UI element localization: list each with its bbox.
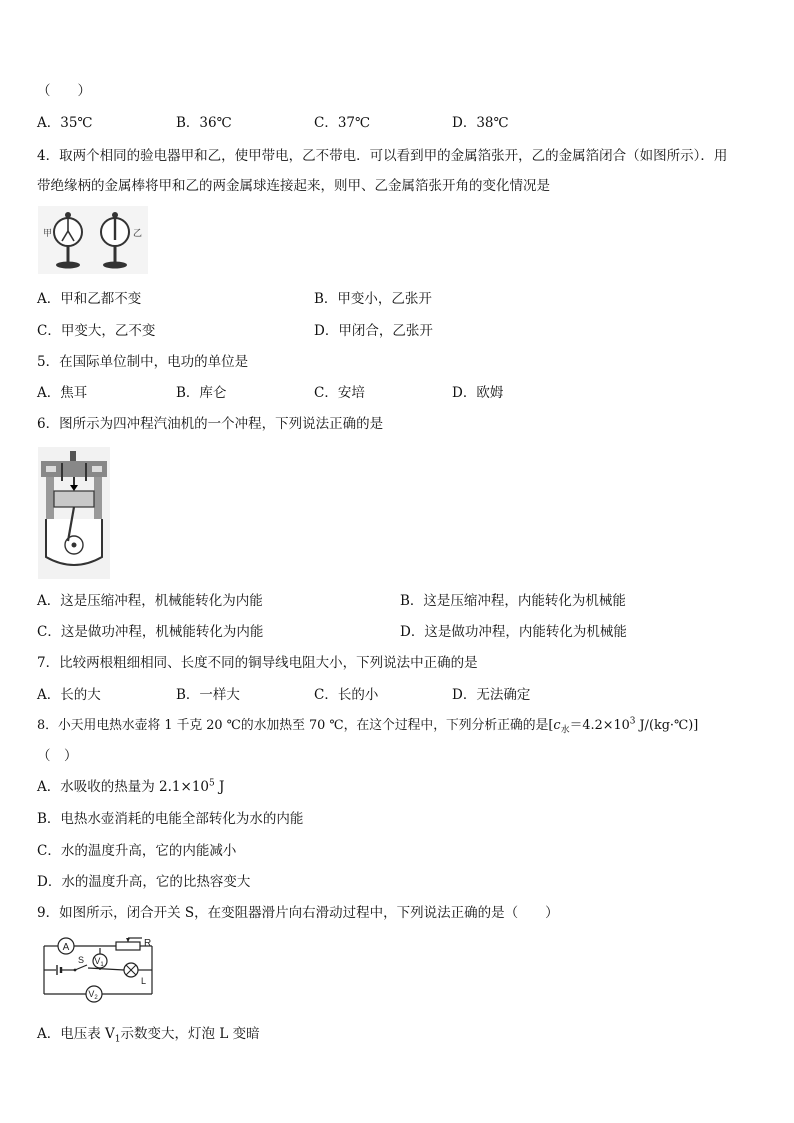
q8-option-a-text: A．水吸收的热量为 2.1×10: [37, 779, 209, 795]
q6-option-a: A．这是压缩冲程，机械能转化为内能: [37, 593, 263, 609]
q8-stem: [37, 717, 698, 735]
q8-c-exp: 3: [629, 716, 636, 727]
q5-option-d: D．欧姆: [452, 385, 504, 401]
q7-option-d: D．无法确定: [452, 687, 531, 703]
q8-option-a: [37, 778, 224, 796]
q9-option-a-text: A．电压表 V: [37, 1026, 115, 1042]
q4-option-a: A．甲和乙都不变: [37, 291, 142, 307]
circuit-label-v1: $V_1$: [94, 956, 104, 968]
q9-option-a: [37, 1025, 260, 1043]
q6-option-b: B．这是压缩冲程，内能转化为机械能: [400, 593, 626, 609]
q3-option-d: D．38℃: [452, 115, 509, 131]
q5-stem: 5．在国际单位制中，电功的单位是: [37, 354, 249, 370]
q4-option-b: B．甲变小，乙张开: [314, 291, 432, 307]
q4-option-c: C．甲变大，乙不变: [37, 323, 156, 339]
circuit-diagram: [38, 934, 162, 1004]
q4-stem-line1: 4．取两个相同的验电器甲和乙，使甲带电，乙不带电．可以看到甲的金属箔张开，乙的金属箔闭合（如图所示）．用: [37, 148, 728, 164]
electroscope-diagram: [38, 206, 148, 274]
engine-figure: [38, 447, 110, 579]
q8-option-d: D．水的温度升高，它的比热容变大: [37, 874, 251, 890]
q3-option-c: C．37℃: [314, 115, 371, 131]
circuit-label-rheostat: R: [144, 938, 152, 949]
q4-stem-line2: 带绝缘柄的金属棒将甲和乙的两金属球连接起来，则甲、乙金属箔张开角的变化情况是: [37, 178, 550, 194]
q3-option-a: A．35℃: [37, 115, 93, 131]
q7-option-a: A．长的大: [37, 687, 101, 703]
q5-option-b: B．库仑: [176, 385, 227, 401]
q8-c-unit: J/(kg·℃)]: [635, 718, 699, 733]
q8-stem-text: 8．小天用电热水壶将 1 千克 20 ℃的水加热至 70 ℃，在这个过程中，下列分析正确的是[: [37, 718, 554, 733]
q4-option-d: D．甲闭合，乙张开: [314, 323, 433, 339]
q9-option-a-post: 示数变大，灯泡 L 变暗: [120, 1026, 260, 1042]
q3-option-b: B．36℃: [176, 115, 232, 131]
circuit-figure: [38, 934, 162, 1004]
fig-label-jia: 甲: [43, 229, 53, 239]
q9-stem: 9．如图所示，闭合开关 S，在变阻器滑片向右滑动过程中，下列说法正确的是（ ）: [37, 905, 559, 921]
q8-option-a-unit: J: [214, 779, 225, 795]
q5-option-a: A．焦耳: [37, 385, 88, 401]
fig-label-yi: 乙: [133, 229, 143, 239]
q7-option-c: C．长的小: [314, 687, 379, 703]
q7-option-b: B．一样大: [176, 687, 240, 703]
q9-option-a-sub: 1: [114, 1034, 121, 1045]
q8-option-b: B．电热水壶消耗的电能全部转化为水的内能: [37, 811, 304, 827]
circuit-label-switch: S: [78, 955, 85, 965]
q8-bracket: （ ）: [37, 748, 78, 764]
q6-stem: 6．图所示为四冲程汽油机的一个冲程，下列说法正确的是: [37, 416, 384, 432]
q8-c-value: ＝4.2×10: [569, 718, 630, 733]
q6-option-c: C．这是做功冲程，机械能转化为内能: [37, 624, 264, 640]
electroscope-figure: [38, 206, 148, 274]
q7-stem: 7．比较两根粗细相同、长度不同的铜导线电阻大小，下列说法中正确的是: [37, 655, 478, 671]
q8-option-c: C．水的温度升高，它的内能减小: [37, 843, 237, 859]
q6-option-d: D．这是做功冲程，内能转化为机械能: [400, 624, 627, 640]
q8-c-sub: 水: [560, 725, 570, 736]
circuit-label-ammeter: A: [62, 942, 70, 953]
circuit-label-v2: $V_2$: [88, 989, 98, 1001]
q8-option-a-exp: 5: [209, 778, 215, 789]
circuit-label-lamp: L: [141, 976, 147, 986]
q8-c-symbol: c: [553, 718, 561, 733]
engine-diagram: [38, 447, 110, 579]
q5-option-c: C．安培: [314, 385, 365, 401]
q3-bracket: （ ）: [37, 83, 91, 99]
